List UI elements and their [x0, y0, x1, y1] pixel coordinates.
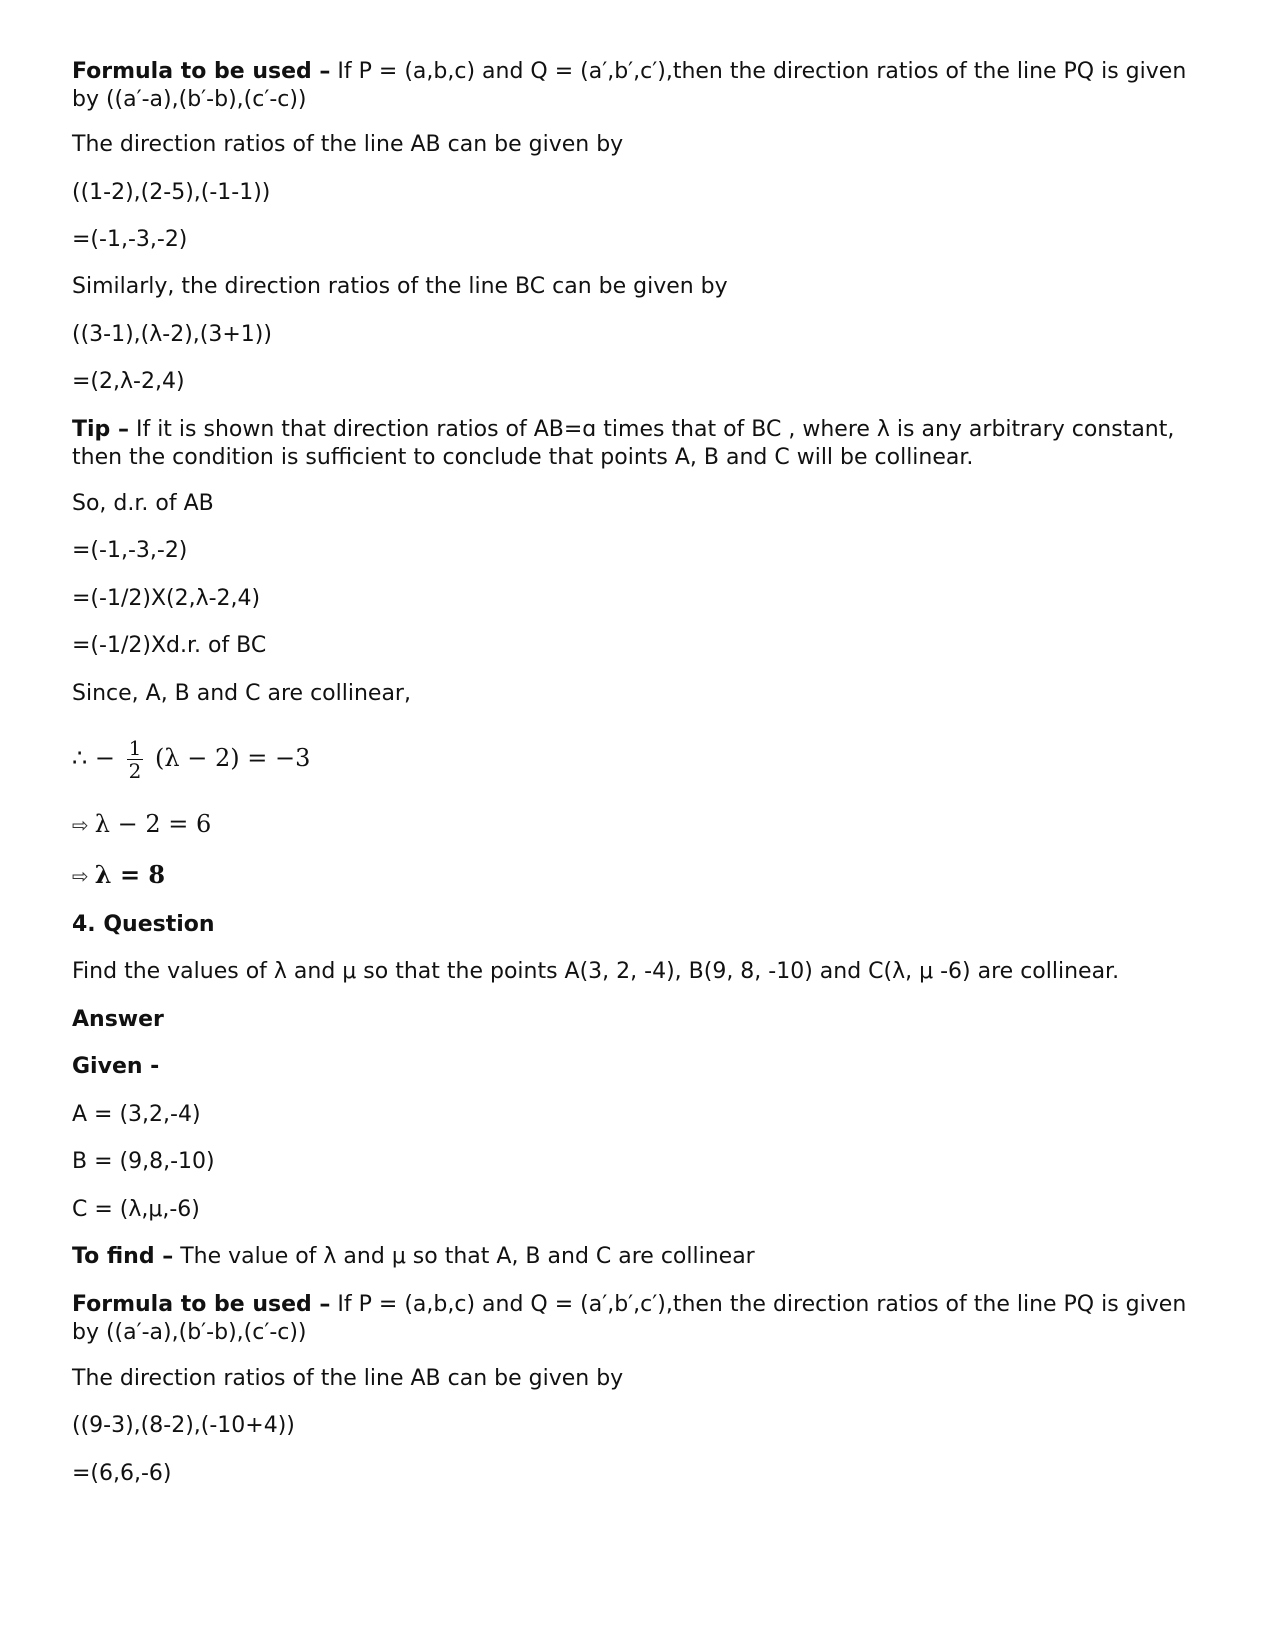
implies-arrow-icon: ⇨	[72, 813, 89, 837]
formula-text-2: If P = (a,b,c) and Q = (a′,b′,c′),then the direction ratios of the line PQ is given by ((a′-a),(b′-b),(c′-c))	[72, 1292, 1187, 1345]
tip-text: If it is shown that direction ratios of AB=ɑ times that of BC , where λ is any arbitrary constant, then the condition is sufficient to conclude that points A, B and C will be collinear.	[72, 417, 1175, 470]
tip-paragraph	[72, 416, 1207, 472]
implies-arrow-icon: ⇨	[72, 864, 89, 888]
dr-ab-intro-2: The direction ratios of the line AB can be given by	[72, 1366, 624, 1391]
given-point-a: A = (3,2,-4)	[72, 1102, 201, 1127]
to-find-label: To find –	[72, 1244, 174, 1269]
dr-of-ab-label: So, d.r. of AB	[72, 491, 214, 516]
formula-paragraph	[72, 58, 1207, 114]
dr-ab-result: =(-1,-3,-2)	[72, 227, 188, 252]
dr-of-ab-scaled: =(-1/2)X(2,λ-2,4)	[72, 586, 261, 611]
given-point-b: B = (9,8,-10)	[72, 1149, 215, 1174]
dr-of-ab-relation: =(-1/2)Xd.r. of BC	[72, 633, 267, 658]
equation-rest: (λ − 2) = −3	[155, 744, 311, 772]
equation-step-2	[72, 810, 211, 839]
equation-step-3-expr: λ = 8	[94, 860, 166, 889]
formula-label: Formula to be used –	[72, 59, 331, 84]
dr-ab-expression: ((1-2),(2-5),(-1-1))	[72, 180, 271, 205]
therefore-symbol: ∴ −	[72, 744, 116, 772]
given-point-c: C = (λ,μ,-6)	[72, 1197, 200, 1222]
collinear-statement: Since, A, B and C are collinear,	[72, 681, 411, 706]
tip-label: Tip –	[72, 417, 129, 442]
fraction-one-half	[127, 737, 144, 782]
fraction-numerator: 1	[128, 736, 142, 760]
dr-ab-result-2: =(6,6,-6)	[72, 1461, 172, 1486]
formula-paragraph-2	[72, 1291, 1207, 1347]
question-heading: 4. Question	[72, 912, 215, 937]
question-text: Find the values of λ and μ so that the points A(3, 2, -4), B(9, 8, -10) and C(λ, μ -6) are collinear.	[72, 959, 1120, 984]
to-find-text: The value of λ and μ so that A, B and C are collinear	[173, 1244, 755, 1269]
answer-heading: Answer	[72, 1007, 164, 1032]
dr-ab-intro: The direction ratios of the line AB can be given by	[72, 132, 624, 157]
dr-bc-intro: Similarly, the direction ratios of the line BC can be given by	[72, 274, 728, 299]
formula-label-2: Formula to be used –	[72, 1292, 331, 1317]
dr-bc-result: =(2,λ-2,4)	[72, 369, 185, 394]
fraction-denominator: 2	[128, 759, 142, 783]
formula-text: If P = (a,b,c) and Q = (a′,b′,c′),then the direction ratios of the line PQ is given by ((a′-a),(b′-b),(c′-c))	[72, 59, 1187, 112]
equation-therefore	[72, 733, 310, 783]
equation-step-3	[72, 861, 165, 890]
equation-step-2-expr: λ − 2 = 6	[94, 810, 212, 838]
dr-bc-expression: ((3-1),(λ-2),(3+1))	[72, 322, 272, 347]
to-find-paragraph	[72, 1243, 755, 1271]
dr-of-ab-value: =(-1,-3,-2)	[72, 538, 188, 563]
dr-ab-expression-2: ((9-3),(8-2),(-10+4))	[72, 1413, 295, 1438]
given-heading: Given -	[72, 1054, 160, 1079]
